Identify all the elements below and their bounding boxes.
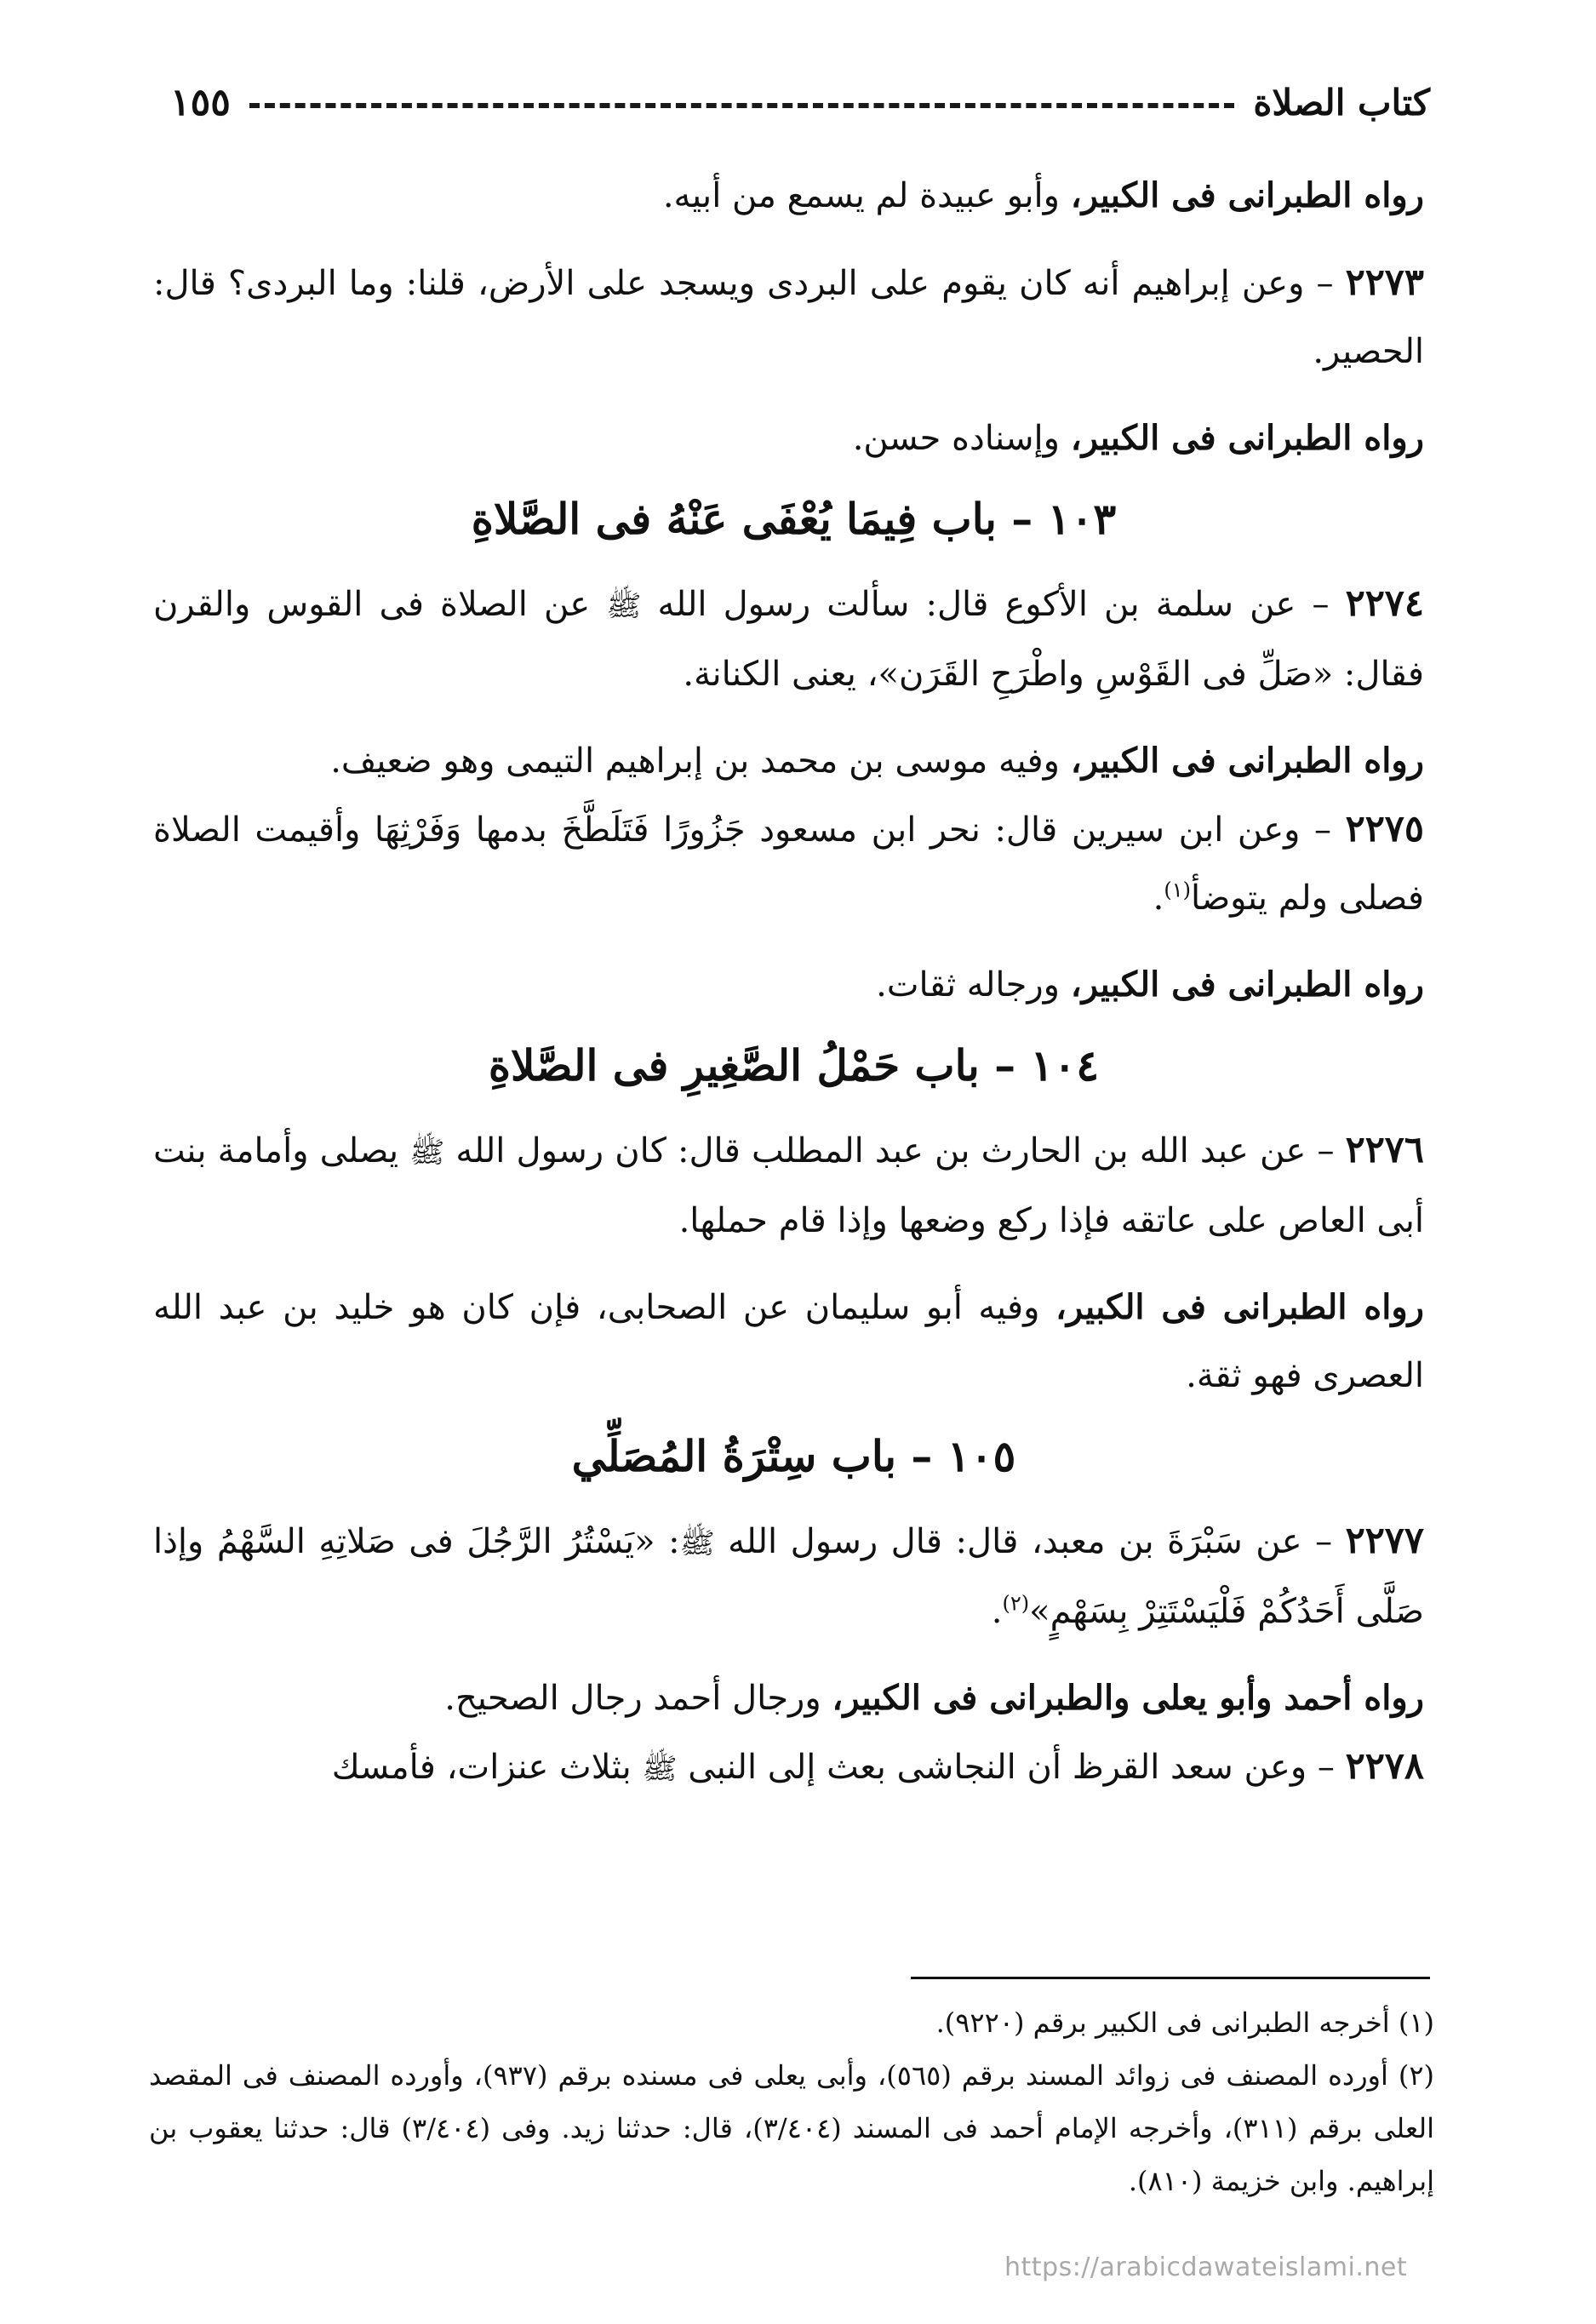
hadith-number: ٢٢٧٧ [1345, 1520, 1424, 1562]
header-dashed-rule [249, 103, 1235, 108]
salutation-glyph: ﷺ [606, 589, 642, 623]
footnote-2: (٢) أورده المصنف فى زوائد المسند برقم (٥٦٥)، وأبى يعلى فى مسنده برقم (٩٣٧)، وأورده المصنف فى المقصد العلى برقم (٣١١)، وأخرجه الإمام أحمد فى المسند (٣/٤٠٤)، قال: حدثنا زيد. وفى (٣/٤٠٤) قال: حدثنا يعقوب بن إبراهيم. وابن خزيمة (٨١٠). [149, 2059, 1435, 2197]
chapter-heading: ١٠٥ – باب سِتْرَةُ المُصَلِّي [571, 1431, 1016, 1481]
footnote-rule [911, 1977, 1430, 1979]
hadith-2274: ٢٢٧٤ – عن سلمة بن الأكوع قال: سألت رسول الله ﷺ عن الصلاة فى القوس والقرن فقال: «صَلِّ فى القَوْسِ واطْرَحِ القَرَن»، يعنى الكنانة. [153, 582, 1424, 694]
chapter-heading: ١٠٤ – باب حَمْلُ الصَّغِيرِ فى الصَّلاةِ [488, 1040, 1100, 1090]
salutation-glyph: ﷺ [679, 1526, 715, 1560]
hadith-2273: ٢٢٧٣ – وعن إبراهيم أنه كان يقوم على البردى ويسجد على الأرض، قلنا: وما البردى؟ قال: الحصير. [153, 261, 1424, 371]
footnote-1: (١) أخرجه الطبرانى فى الكبير برقم (٩٢٢٠). [935, 2006, 1434, 2039]
chapter-heading: ١٠٣ – باب فِيمَا يُعْفَى عَنْهُ فى الصَّلاةِ [471, 494, 1117, 544]
hadith-number: ٢٢٧٦ [1345, 1129, 1424, 1171]
hadith-2275: ٢٢٧٥ – وعن ابن سيرين قال: نحر ابن مسعود جَزُورًا فَتَلَطَّخَ بدمها وَفَرْثِهَا وأقيمت الصلاة فصلى ولم يتوضأ$^{(١)}$. [153, 808, 1424, 918]
hadith-2278: ٢٢٧٨ – وعن سعد القرظ أن النجاشى بعث إلى النبى ﷺ بثلاث عنزات، فأمسك [331, 1745, 1424, 1788]
hadith-number: ٢٢٧٣ [1345, 261, 1424, 304]
watermark-url: https://arabicdawateislami.net [1004, 2252, 1408, 2282]
salutation-glyph: ﷺ [642, 1752, 678, 1786]
hadith-number: ٢٢٧٨ [1345, 1745, 1424, 1788]
hadith-2276: ٢٢٧٦ – عن عبد الله بن الحارث بن عبد المطلب قال: كان رسول الله ﷺ يصلى وأمامة بنت أبى العاص على عاتقه فإذا ركع وضعها وإذا قام حملها. [153, 1129, 1424, 1240]
source-line: رواه الطبرانى فى الكبير، وإسناده حسن. [852, 418, 1424, 458]
source-line: رواه الطبرانى فى الكبير، وفيه موسى بن محمد بن إبراهيم التيمى وهو ضعيف. [330, 741, 1424, 781]
hadith-number: ٢٢٧٤ [1345, 582, 1424, 625]
main-text [153, 162, 1434, 1803]
salutation-glyph: ﷺ [409, 1136, 445, 1170]
source-line: رواه أحمد وأبو يعلى والطبرانى فى الكبير، ورجال أحمد رجال الصحيح. [444, 1678, 1424, 1718]
hadith-2277: ٢٢٧٧ – عن سَبْرَةَ بن معبد، قال: قال رسول الله ﷺ: «يَسْتُرُ الرَّجُلَ فى صَلاتِهِ السَّهْمُ وإذا صَلَّى أَحَدُكُمْ فَلْيَسْتَتِرْ بِسَهْمٍ»$^{(٢)}$. [153, 1520, 1424, 1631]
book-title: كتاب الصلاة [1253, 81, 1430, 123]
source-line: رواه الطبرانى فى الكبير، ورجاله ثقات. [876, 965, 1424, 1005]
footnote-ref: (١) [1164, 878, 1192, 902]
footnote-ref: (٢) [1002, 1591, 1030, 1616]
source-line: رواه الطبرانى فى الكبير، وأبو عبيدة لم يسمع من أبيه. [662, 175, 1424, 215]
footnotes [149, 1996, 1434, 2207]
source-line: رواه الطبرانى فى الكبير، وفيه أبو سليمان عن الصحابى، فإن كان هو خليد بن عبد الله العصرى فهو ثقة. [153, 1287, 1424, 1395]
page-number: ١٥٥ [170, 80, 231, 124]
running-header [170, 72, 1430, 132]
hadith-number: ٢٢٧٥ [1345, 808, 1424, 850]
